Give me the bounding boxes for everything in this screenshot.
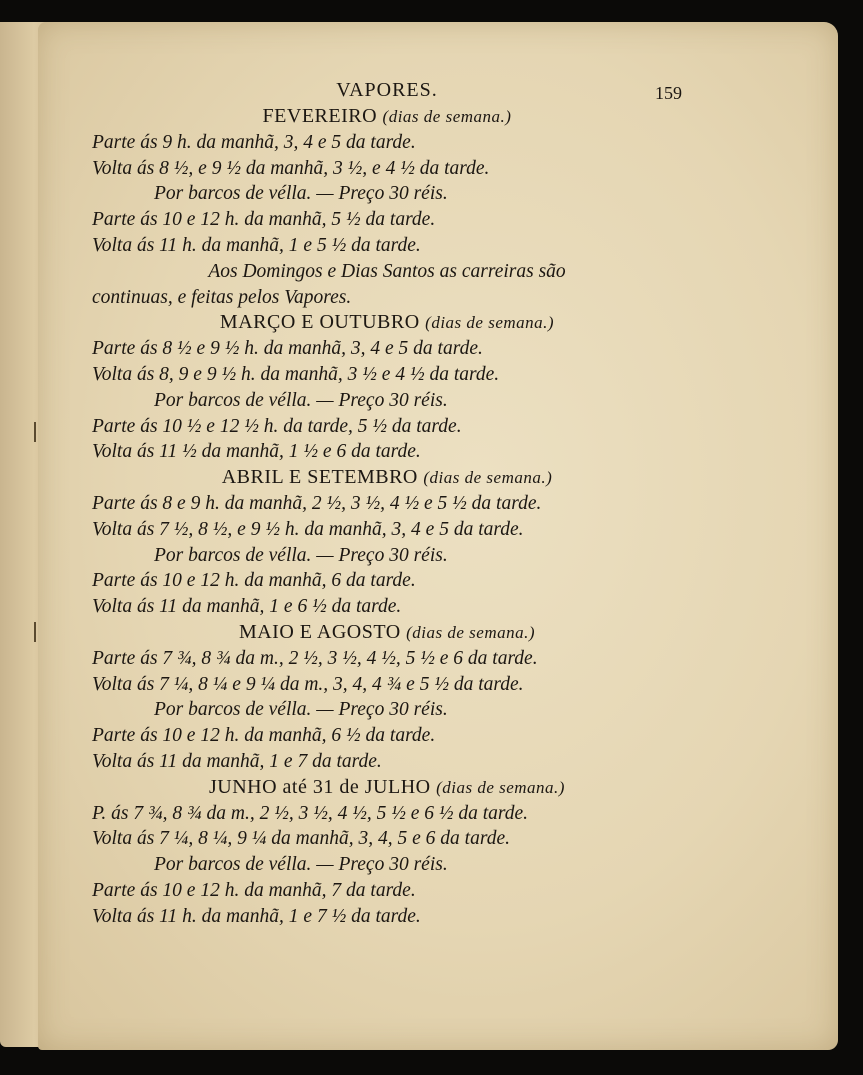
schedule-line: P. ás 7 ¾, 8 ¾ da m., 2 ½, 3 ½, 4 ½, 5 ½ e 6 ½ da tarde. <box>92 802 529 824</box>
page-crease <box>34 622 36 642</box>
days-note: (dias de semana.) <box>406 622 536 642</box>
schedule-line: Parte ás 8 e 9 h. da manhã, 2 ½, 3 ½, 4 ½ e 5 ½ da tarde. <box>92 492 542 514</box>
schedule-line: Parte ás 8 ½ e 9 ½ h. da manhã, 3, 4 e 5 da tarde. <box>92 338 483 360</box>
month-heading: FEVEREIRO <box>262 105 378 127</box>
schedule-line: Volta ás 11 h. da manhã, 1 e 5 ½ da tarde. <box>92 234 421 256</box>
schedule-line: Parte ás 10 e 12 h. da manhã, 6 da tarde. <box>92 570 416 592</box>
section-title <box>92 310 682 336</box>
sailing-boat-line: Por barcos de véllа. — Preço 30 réis. <box>154 854 448 876</box>
section-title <box>92 465 682 491</box>
schedule-line: Volta ás 8, 9 e 9 ½ h. da manhã, 3 ½ e 4 ½ da tarde. <box>92 363 500 385</box>
schedule-line: Volta ás 11 da manhã, 1 e 7 da tarde. <box>92 750 382 772</box>
days-note: (dias de semana.) <box>425 313 555 333</box>
page-crease <box>34 422 36 442</box>
schedule-line: Parte ás 7 ¾, 8 ¾ da m., 2 ½, 3 ½, 4 ½, 5 ½ e 6 da tarde. <box>92 647 538 669</box>
section-title <box>92 775 682 801</box>
days-note: (dias de semana.) <box>436 777 565 797</box>
schedule-line: Parte ás 10 ½ e 12 ½ h. da tarde, 5 ½ da tarde. <box>92 415 462 437</box>
section-title <box>92 104 682 130</box>
month-heading: ABRIL E SETEMBRO <box>221 466 418 489</box>
month-heading: MARÇO E OUTUBRO <box>219 311 420 334</box>
schedule-line: Parte ás 10 e 12 h. da manhã, 7 da tarde. <box>92 879 416 901</box>
schedule-line: Volta ás 7 ¼, 8 ¼, 9 ¼ da manhã, 3, 4, 5 e 6 da tarde. <box>92 828 510 850</box>
sailing-boat-line: Por barcos de véllа. — Preço 30 réis. <box>154 699 448 721</box>
sailing-boat-line: Por barcos de véllа. — Preço 30 réis. <box>154 183 448 205</box>
page-content <box>92 78 682 930</box>
running-head <box>92 78 682 104</box>
note-line: Aos Domingos e Dias Santos as carreiras são <box>208 260 566 282</box>
schedule-line: Volta ás 11 ½ da manhã, 1 ½ e 6 da tarde. <box>92 441 421 463</box>
sailing-boat-line: Por barcos de véllа. — Preço 30 réis. <box>154 544 448 566</box>
page-number: 159 <box>655 83 682 103</box>
schedule-line: Parte ás 10 e 12 h. da manhã, 5 ½ da tarde. <box>92 209 436 231</box>
days-note: (dias de semana.) <box>423 468 553 488</box>
section-title <box>92 620 682 646</box>
month-heading: MAIO E AGOSTO <box>238 620 401 643</box>
days-note: (dias de semana.) <box>382 107 512 126</box>
schedule-line: Parte ás 9 h. da manhã, 3, 4 e 5 da tarde. <box>92 131 416 153</box>
sailing-boat-line: Por barcos de véllа. — Preço 30 réis. <box>154 389 448 411</box>
schedule-line: Volta ás 11 da manhã, 1 e 6 ½ da tarde. <box>92 596 402 618</box>
running-title: VAPORES. <box>336 79 438 101</box>
schedule-line: Parte ás 10 e 12 h. da manhã, 6 ½ da tarde. <box>92 725 436 747</box>
schedule-line: Volta ás 11 h. da manhã, 1 e 7 ½ da tarde. <box>92 905 421 927</box>
schedule-line: Volta ás 7 ½, 8 ½, e 9 ½ h. da manhã, 3, 4 e 5 da tarde. <box>92 518 524 540</box>
note-line: continuas, e feitas pelos Vapores. <box>92 286 352 308</box>
month-heading: JUNHO até 31 de JULHO <box>209 775 431 798</box>
schedule-line: Volta ás 7 ¼, 8 ¼ e 9 ¼ da m., 3, 4, 4 ¾ e 5 ½ da tarde. <box>92 673 524 695</box>
schedule-line: Volta ás 8 ½, e 9 ½ da manhã, 3 ½, e 4 ½ da tarde. <box>92 157 490 179</box>
